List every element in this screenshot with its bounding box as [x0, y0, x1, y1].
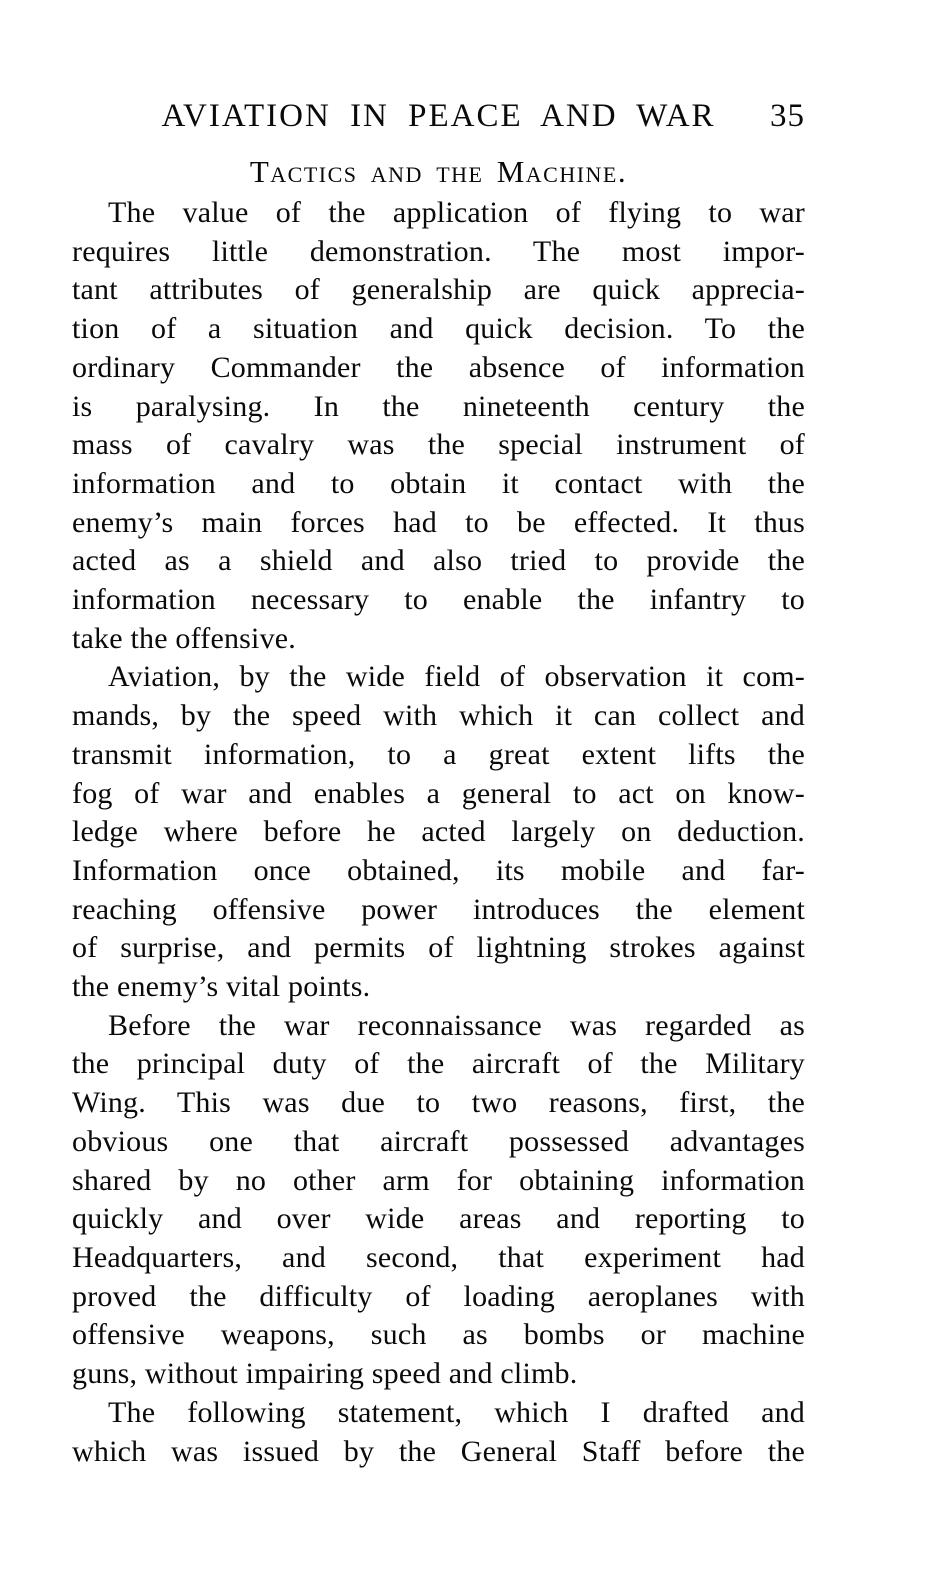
text-line: acted as a shield and also tried to provide the — [72, 544, 805, 578]
text-line: shared by no other arm for obtaining information — [72, 1163, 805, 1197]
text-line: ledge where before he acted largely on deduction. — [72, 815, 805, 849]
paragraph — [72, 1007, 805, 1394]
text-line: guns, without impairing speed and climb. — [72, 1357, 578, 1391]
text-line: Wing. This was due to two reasons, first, the — [72, 1086, 805, 1120]
text-line: offensive weapons, such as bombs or machine — [72, 1318, 805, 1352]
text-line: take the offensive. — [72, 621, 296, 655]
text-line: of surprise, and permits of lightning strokes against — [72, 931, 805, 965]
text-line: Information once obtained, its mobile and far- — [72, 853, 805, 887]
text-line: the enemy’s vital points. — [72, 970, 371, 1004]
text-line: tion of a situation and quick decision. To the — [72, 312, 805, 346]
text-line: fog of war and enables a general to act on know- — [72, 776, 805, 810]
section-heading: Tactics and the Machine. — [249, 154, 628, 189]
text-line: Before the war reconnaissance was regarded as — [108, 1008, 805, 1042]
text-column — [72, 98, 805, 1471]
text-line: which was issued by the General Staff before the — [72, 1434, 805, 1468]
body-text — [72, 194, 805, 1471]
text-line: mands, by the speed with which it can collect and — [72, 699, 805, 733]
text-line: ordinary Commander the absence of information — [72, 350, 805, 384]
running-head — [72, 98, 805, 134]
text-line: proved the difficulty of loading aeroplanes with — [72, 1279, 805, 1313]
text-line: The value of the application of flying to war — [108, 196, 805, 229]
text-line: mass of cavalry was the special instrument of — [72, 428, 805, 462]
text-line: obvious one that aircraft possessed advantages — [72, 1124, 805, 1158]
text-line: information necessary to enable the infantry to — [72, 583, 805, 617]
text-line: reaching offensive power introduces the element — [72, 892, 805, 926]
page-number: 35 — [770, 98, 805, 134]
text-line: transmit information, to a great extent lifts the — [72, 737, 805, 771]
text-line: tant attributes of generalship are quick apprecia- — [72, 273, 805, 307]
text-line: Headquarters, and second, that experiment had — [72, 1240, 805, 1274]
text-line: The following statement, which I drafted and — [108, 1395, 805, 1429]
text-line: quickly and over wide areas and reporting to — [72, 1202, 805, 1236]
paragraph — [72, 658, 805, 1006]
page-title: AVIATION IN PEACE AND WAR — [161, 98, 716, 134]
text-line: the principal duty of the aircraft of the Military — [72, 1047, 805, 1081]
text-line: requires little demonstration. The most impor- — [72, 234, 805, 268]
paragraph — [72, 194, 805, 658]
text-line: Aviation, by the wide field of observation it com- — [108, 660, 805, 694]
paragraph — [72, 1394, 805, 1471]
text-line: enemy’s main forces had to be effected. It thus — [72, 505, 805, 539]
text-line: information and to obtain it contact with the — [72, 466, 805, 500]
text-line: is paralysing. In the nineteenth century the — [72, 389, 805, 423]
